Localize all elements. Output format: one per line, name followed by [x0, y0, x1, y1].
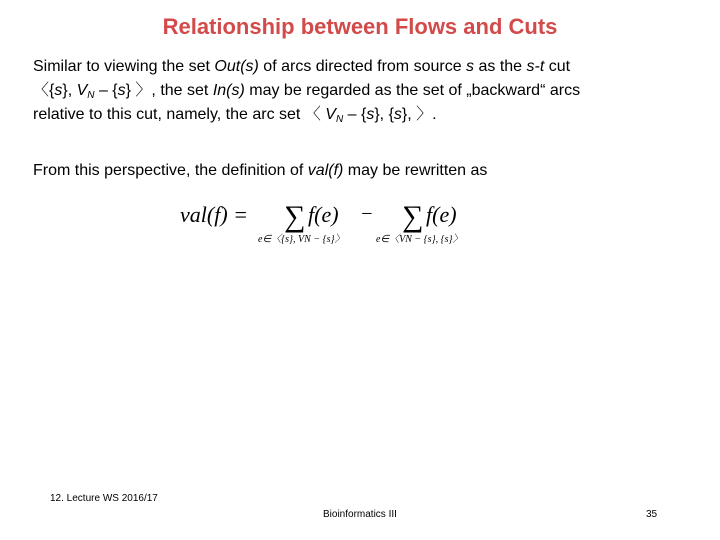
sum-symbol-1: ∑ [284, 200, 306, 233]
formula-term-2: f(e) [426, 202, 457, 227]
out-s: Out(s) [214, 58, 259, 75]
sum-subscript-2: e∈〈VN − {s}, {s}〉 [376, 234, 463, 245]
slide-title: Relationship between Flows and Cuts [162, 14, 558, 39]
paragraph-perspective: From this perspective, the definition of val(f) may be rewritten as [33, 162, 488, 179]
in-s: In(s) [212, 82, 245, 99]
footer-lecture: 12. Lecture WS 2016/17 [50, 493, 158, 504]
sum-symbol-2: ∑ [402, 200, 424, 233]
val-formula [176, 192, 486, 252]
formula-term-1: f(e) [308, 202, 339, 227]
formula-lhs: val(f) = [180, 202, 248, 227]
footer-course: Bioinformatics III [323, 509, 397, 520]
sum-subscript-1: e∈〈{s}, VN − {s}〉 [258, 234, 345, 245]
paragraph-cut-definition: Similar to viewing the set Out(s) of arcs directed from source s as the s-t cut 〈{s}, $V_N - \{s\}$ 〉, the set In(s) may be regarded as the set of „backward“ arcs relative to this cut, namely, the arc set 〈 $V_N - \{s\}$, {s}, 〉. [33, 58, 581, 125]
page-number: 35 [646, 509, 658, 520]
minus-sign: − [360, 203, 374, 225]
